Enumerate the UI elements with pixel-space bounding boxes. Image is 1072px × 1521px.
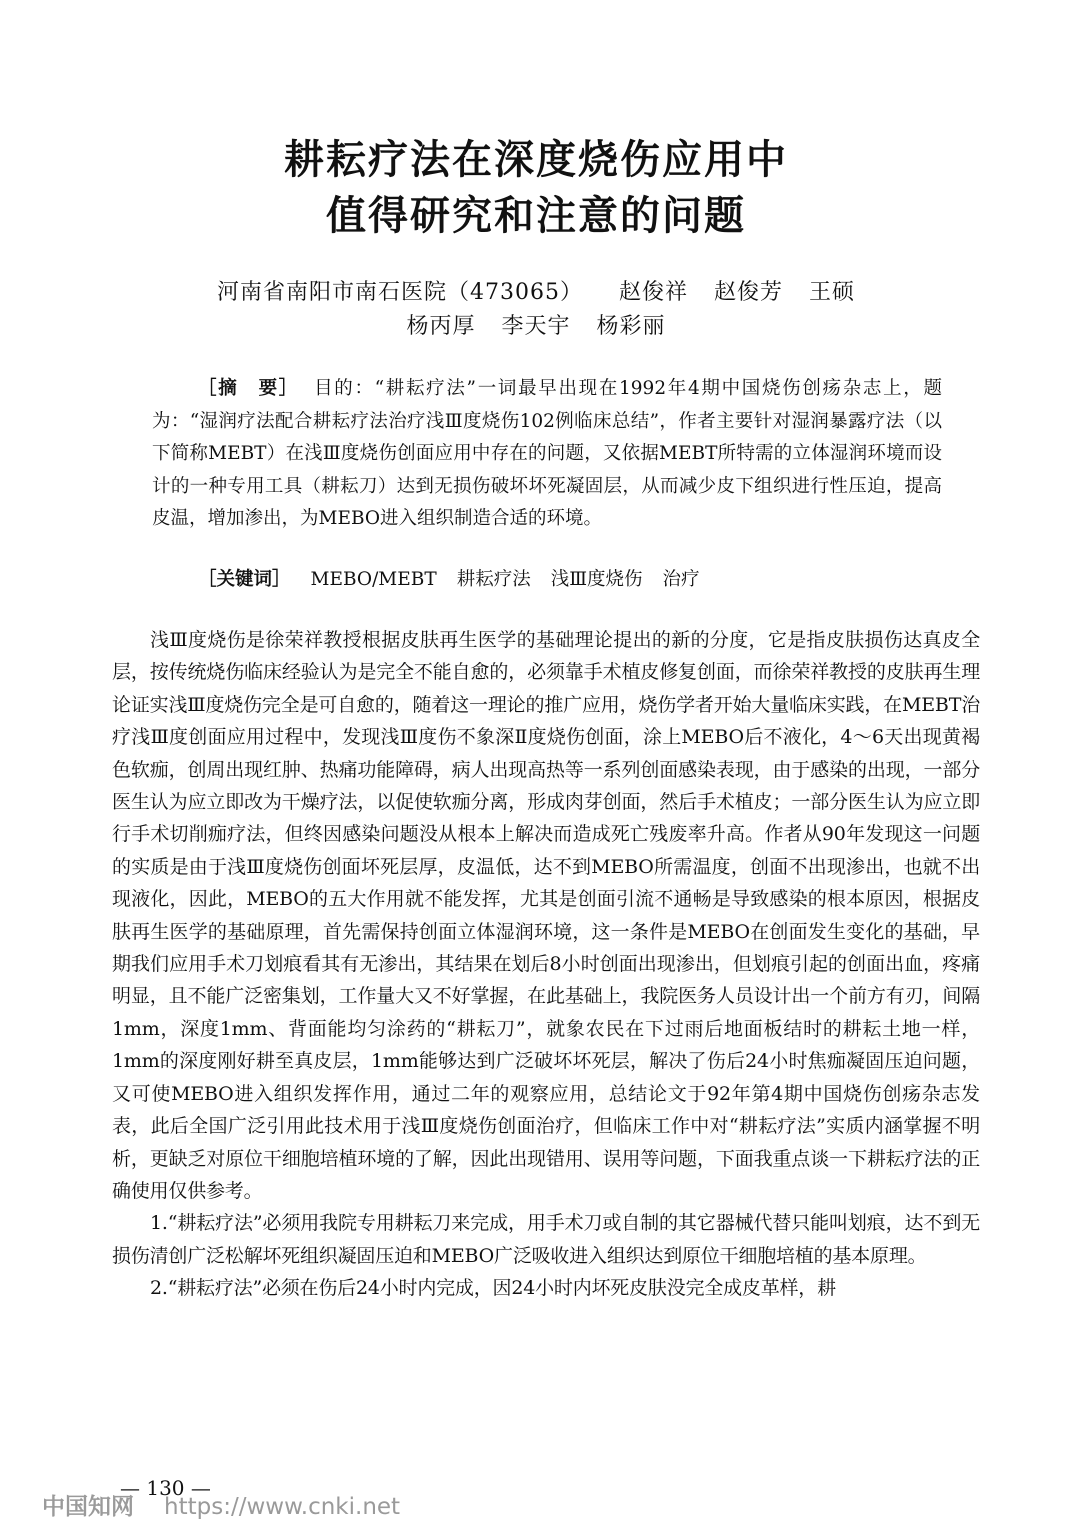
- cnki-watermark: [42, 1488, 400, 1521]
- title-line-1: 耕耘疗法在深度烧伤应用中: [284, 137, 788, 183]
- author-name: 杨彩丽: [596, 314, 666, 339]
- body-paragraph: 2.“耕耘疗法”必须在伤后24小时内完成，因24小时内坏死皮肤没完全成皮革样，耕: [150, 1277, 836, 1300]
- author-line-1: [0, 282, 1072, 304]
- author-name: 李天宇: [501, 314, 571, 339]
- author-name: 赵俊祥: [618, 280, 688, 305]
- author-name: 王硕: [809, 280, 856, 305]
- keyword: MEBO/MEBT: [310, 569, 437, 590]
- body-paragraph: 浅Ⅲ度烧伤是徐荣祥教授根据皮肤再生医学的基础理论提出的新的分度，它是指皮肤损伤达真皮全层，按传统烧伤临床经验认为是完全不能自愈的，必须靠手术植皮修复创面，而徐荣祥教授的皮肤再生理论证实浅Ⅲ度烧伤完全是可自愈的，随着这一理论的推广应用，烧伤学者开始大量临床实践，在MEBT治疗浅Ⅲ度创面应用过程中，发现浅Ⅲ度伤不象深Ⅱ度烧伤创面，涂上MEBO后不液化，4～6天出现黄褐色软痂，创周出现红肿、热痛功能障碍，病人出现高热等一系列创面感染表现，由于感染的出现，一部分医生认为应立即改为干燥疗法，以促使软痂分离，形成肉芽创面，然后手术植皮；一部分医生认为应立即行手术切削痂疗法，但终因感染问题没从根本上解决而造成死亡残废率升高。作者从90年发现这一问题的实质是由于浅Ⅲ度烧伤创面坏死层厚，皮温低，达不到MEBO所需温度，创面不出现渗出，也就不出现液化，因此，MEBO的五大作用就不能发挥，尤其是创面引流不通畅是导致感染的根本原因，根据皮肤再生医学的基础原理，首先需保持创面立体湿润环境，这一条件是MEBO在创面发生变化的基础，早期我们应用手术刀划痕看其有无渗出，其结果在划后8小时创面出现渗出，但划痕引起的创面出血，疼痛明显，且不能广泛密集划，工作量大又不好掌握，在此基础上，我院医务人员设计出一个前方有刃，间隔1mm，深度1mm、背面能均匀涂药的“耕耘刀”，就象农民在下过雨后地面板结时的耕耘土地一样，1mm的深度刚好耕至真皮层，1mm能够达到广泛破坏坏死层，解决了伤后24小时焦痂凝固压迫问题，又可使MEBO进入组织发挥作用，通过二年的观察应用，总结论文于92年第4期中国烧伤创疡杂志发表，此后全国广泛引用此技术用于浅Ⅲ度烧伤创面治疗，但临床工作中对“耕耘疗法”实质内涵掌握不明析，更缺乏对原位干细胞培植环境的了解，因此出现错用、误用等问题，下面我重点谈一下耕耘疗法的正确使用仅供参考。: [112, 629, 980, 1202]
- author-line-2: [0, 316, 1072, 338]
- keyword: 耕耘疗法: [456, 569, 531, 590]
- author-name: 杨丙厚: [406, 314, 476, 339]
- keyword: 治疗: [662, 569, 700, 590]
- keywords: [198, 565, 720, 595]
- body-text: [112, 624, 980, 1305]
- abstract-label: ［摘 要］: [198, 378, 299, 399]
- title-line-2: 值得研究和注意的问题: [326, 193, 746, 239]
- cnki-logo: 中国知网: [42, 1494, 134, 1520]
- abstract-text: 目的：“耕耘疗法”一词最早出现在1992年4期中国烧伤创疡杂志上，题为：“湿润疗法配合耕耘疗法治疗浅Ⅲ度烧伤102例临床总结”，作者主要针对湿润暴露疗法（以下简称MEBT）在浅Ⅲ度烧伤创面应用中存在的问题，又依据MEBT所特需的立体湿润环境而设计的一种专用工具（耕耘刀）达到无损伤破坏坏死凝固层，从而减少皮下组织进行性压迫，提高皮温，增加渗出，为MEBO进入组织制造合适的环境。: [152, 378, 942, 529]
- author-name: 赵俊芳: [713, 280, 783, 305]
- keywords-label: ［关键词］: [198, 569, 291, 590]
- keyword: 浅Ⅲ度烧伤: [550, 569, 643, 590]
- page-number: — 130 —: [120, 1476, 211, 1500]
- abstract: [152, 373, 942, 536]
- body-paragraph: 1.“耕耘疗法”必须用我院专用耕耘刀来完成，用手术刀或自制的其它器械代替只能叫划痕，达不到无损伤清创广泛松解坏死组织凝固压迫和MEBO广泛吸收进入组织达到原位干细胞培植的基本原理。: [112, 1212, 980, 1267]
- cnki-url: https://www.cnki.net: [164, 1494, 401, 1520]
- affiliation: 河南省南阳市南石医院（473065）: [216, 280, 583, 305]
